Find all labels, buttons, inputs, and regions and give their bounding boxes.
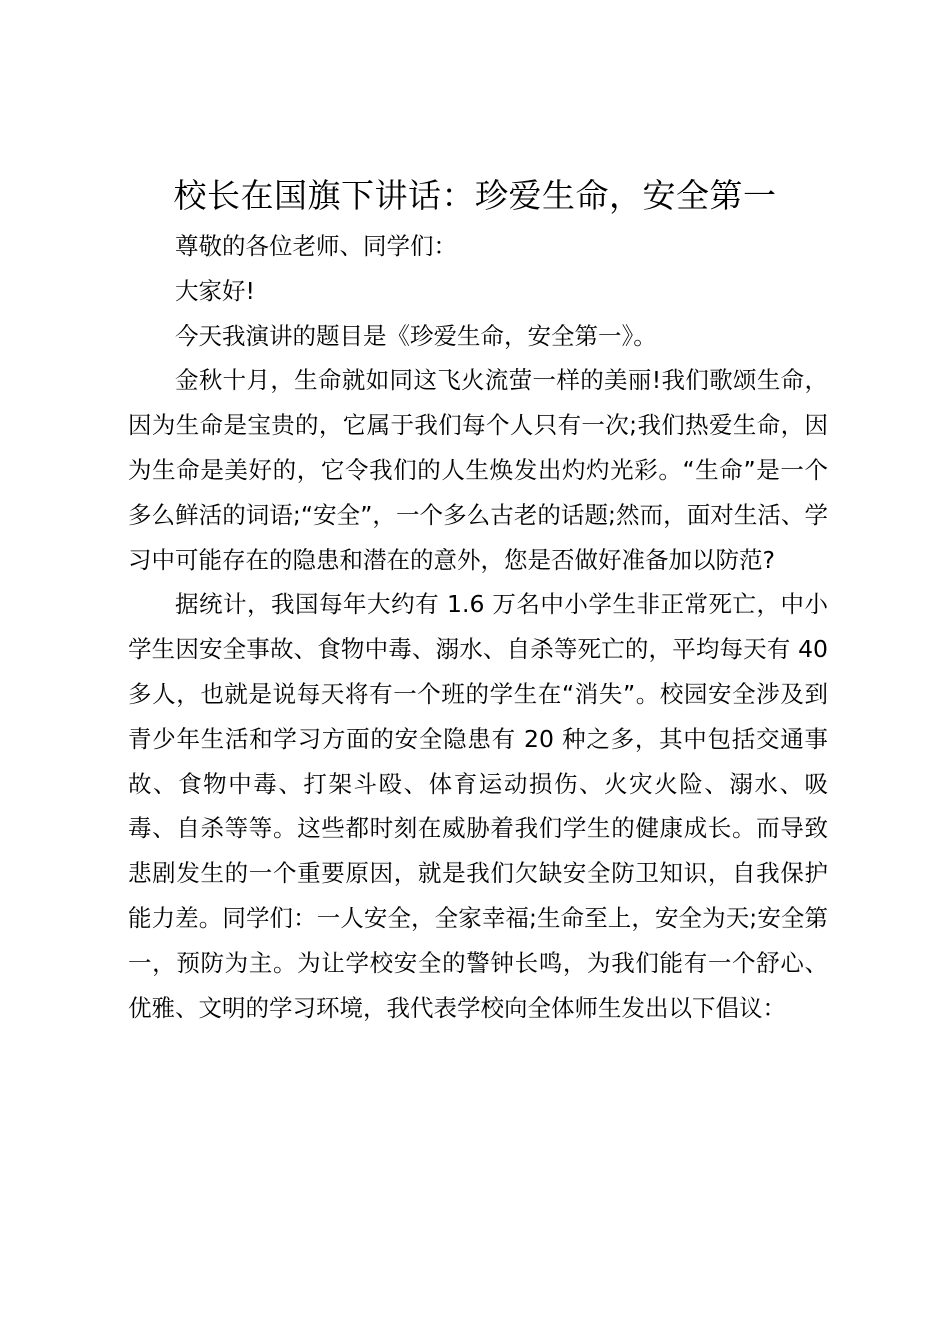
document-title: 校长在国旗下讲话：珍爱生命，安全第一: [173, 176, 777, 215]
paragraph-topic: 今天我演讲的题目是《珍爱生命，安全第一》。: [175, 321, 657, 350]
paragraph-life: 金秋十月，生命就如同这飞火流萤一样的美丽!我们歌颂生命，因为生命是宝贵的，它属于我们每个人只有一次;我们热爱生命，因为生命是美好的，它令我们的人生焕发出灼灼光彩。“生命”是一个多么鲜活的词语;“安全”，一个多么古老的话题;然而，面对生活、学习中可能存在的隐患和潜在的意外，您是否做好准备加以防范?: [128, 366, 828, 574]
paragraph-greeting: 大家好!: [175, 276, 255, 305]
document-body: [128, 224, 828, 1030]
paragraph-statistics: 据统计，我国每年大约有 1.6 万名中小学生非正常死亡，中小学生因安全事故、食物中毒、溺水、自杀等死亡的，平均每天有 40 多人，也就是说每天将有一个班的学生在“消失”。校园安全涉及到青少年生活和学习方面的安全隐患有 20 种之多，其中包括交通事故、食物中毒、打架斗殴、体育运动损伤、火灾火险、溺水、吸毒、自杀等等。这些都时刻在威胁着我们学生的健康成长。而导致悲剧发生的一个重要原因，就是我们欠缺安全防卫知识，自我保护能力差。同学们：一人安全，全家幸福;生命至上，安全为天;安全第一，预防为主。为让学校安全的警钟长鸣，为我们能有一个舒心、优雅、文明的学习环境，我代表学校向全体师生发出以下倡议：: [128, 590, 828, 1022]
paragraph-salutation: 尊敬的各位老师、同学们：: [175, 232, 457, 260]
